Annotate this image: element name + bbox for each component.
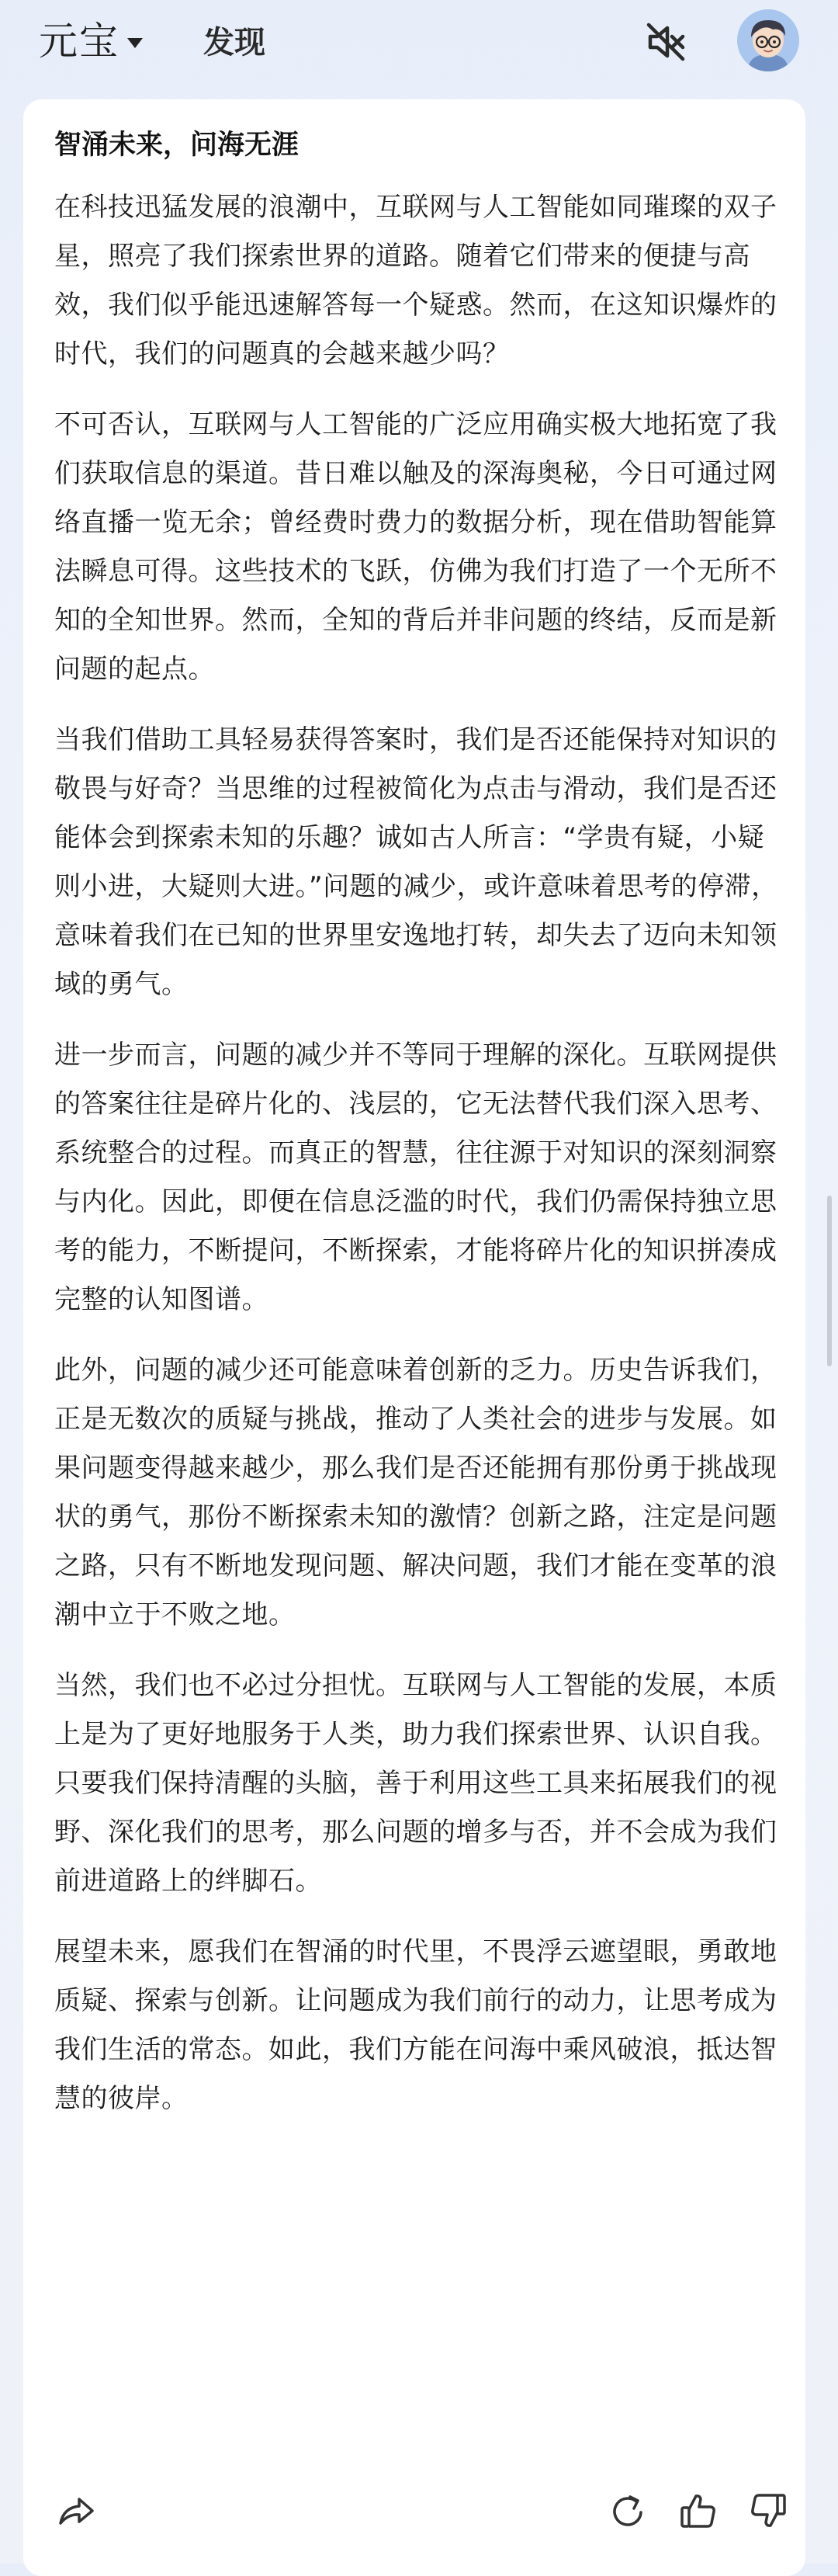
paragraph: 此外，问题的减少还可能意味着创新的乏力。历史告诉我们，正是无数次的质疑与挑战，推动了人类社会的进步与发展。如果问题变得越来越少，那么我们是否还能拥有那份勇于挑战现状的勇气，那份不断探索未知的激情？创新之路，注定是问题之路，只有不断地发现问题、解决问题，我们才能在变革的浪潮中立于不败之地。 [54,1355,777,1630]
paragraph: 展望未来，愿我们在智涌的时代里，不畏浮云遮望眼，勇敢地质疑、探索与创新。让问题成为我们前行的动力，让思考成为我们生活的常态。如此，我们方能在问海中乘风破浪，抵达智慧的彼岸。 [54,1936,777,2114]
share-icon[interactable] [54,2489,98,2533]
avatar[interactable] [737,9,799,71]
answer-content [54,123,784,2145]
answer-actions [23,2483,805,2545]
refresh-icon[interactable] [607,2489,650,2533]
scrollbar-thumb[interactable] [827,1196,832,1366]
paragraph: 当然，我们也不必过分担忧。互联网与人工智能的发展，本质上是为了更好地服务于人类，助力我们探索世界、认识自我。只要我们保持清醒的头脑，善于利用这些工具来拓展我们的视野、深化我们的思考，那么问题的增多与否，并不会成为我们前进道路上的绊脚石。 [54,1670,777,1897]
brand-title: 元宝 [39,19,119,64]
top-bar [0,0,838,84]
thumbs-down-icon[interactable] [746,2489,790,2533]
speaker-muted-icon[interactable] [644,20,687,64]
article-title: 智涌未来，问海无涯 [54,130,300,161]
paragraph: 进一步而言，问题的减少并不等同于理解的深化。互联网提供的答案往往是碎片化的、浅层的，它无法替代我们深入思考、系统整合的过程。而真正的智慧，往往源于对知识的深刻洞察与内化。因此，即便在信息泛滥的时代，我们仍需保持独立思考的能力，不断提问，不断探索，才能将碎片化的知识拼凑成完整的认知图谱。 [54,1040,777,1315]
answer-card [23,99,805,2576]
paragraph: 当我们借助工具轻易获得答案时，我们是否还能保持对知识的敬畏与好奇？当思维的过程被简化为点击与滑动，我们是否还能体会到探索未知的乐趣？诚如古人所言：“学贵有疑，小疑则小进，大疑则大进。”问题的减少，或许意味着思考的停滞，意味着我们在已知的世界里安逸地打转，却失去了迈向未知领域的勇气。 [54,724,778,1000]
paragraph: 不可否认，互联网与人工智能的广泛应用确实极大地拓宽了我们获取信息的渠道。昔日难以触及的深海奥秘，今日可通过网络直播一览无余；曾经费时费力的数据分析，现在借助智能算法瞬息可得。这些技术的飞跃，仿佛为我们打造了一个无所不知的全知世界。然而，全知的背后并非问题的终结，反而是新问题的起点。 [54,409,777,685]
discover-tab[interactable]: 发现 [203,25,265,61]
thumbs-up-icon[interactable] [677,2489,720,2533]
paragraph: 在科技迅猛发展的浪潮中，互联网与人工智能如同璀璨的双子星，照亮了我们探索世界的道路。随着它们带来的便捷与高效，我们似乎能迅速解答每一个疑惑。然而，在这知识爆炸的时代，我们的问题真的会越来越少吗？ [54,192,777,370]
caret-down-icon [127,38,143,48]
brand-switcher[interactable] [39,14,143,68]
